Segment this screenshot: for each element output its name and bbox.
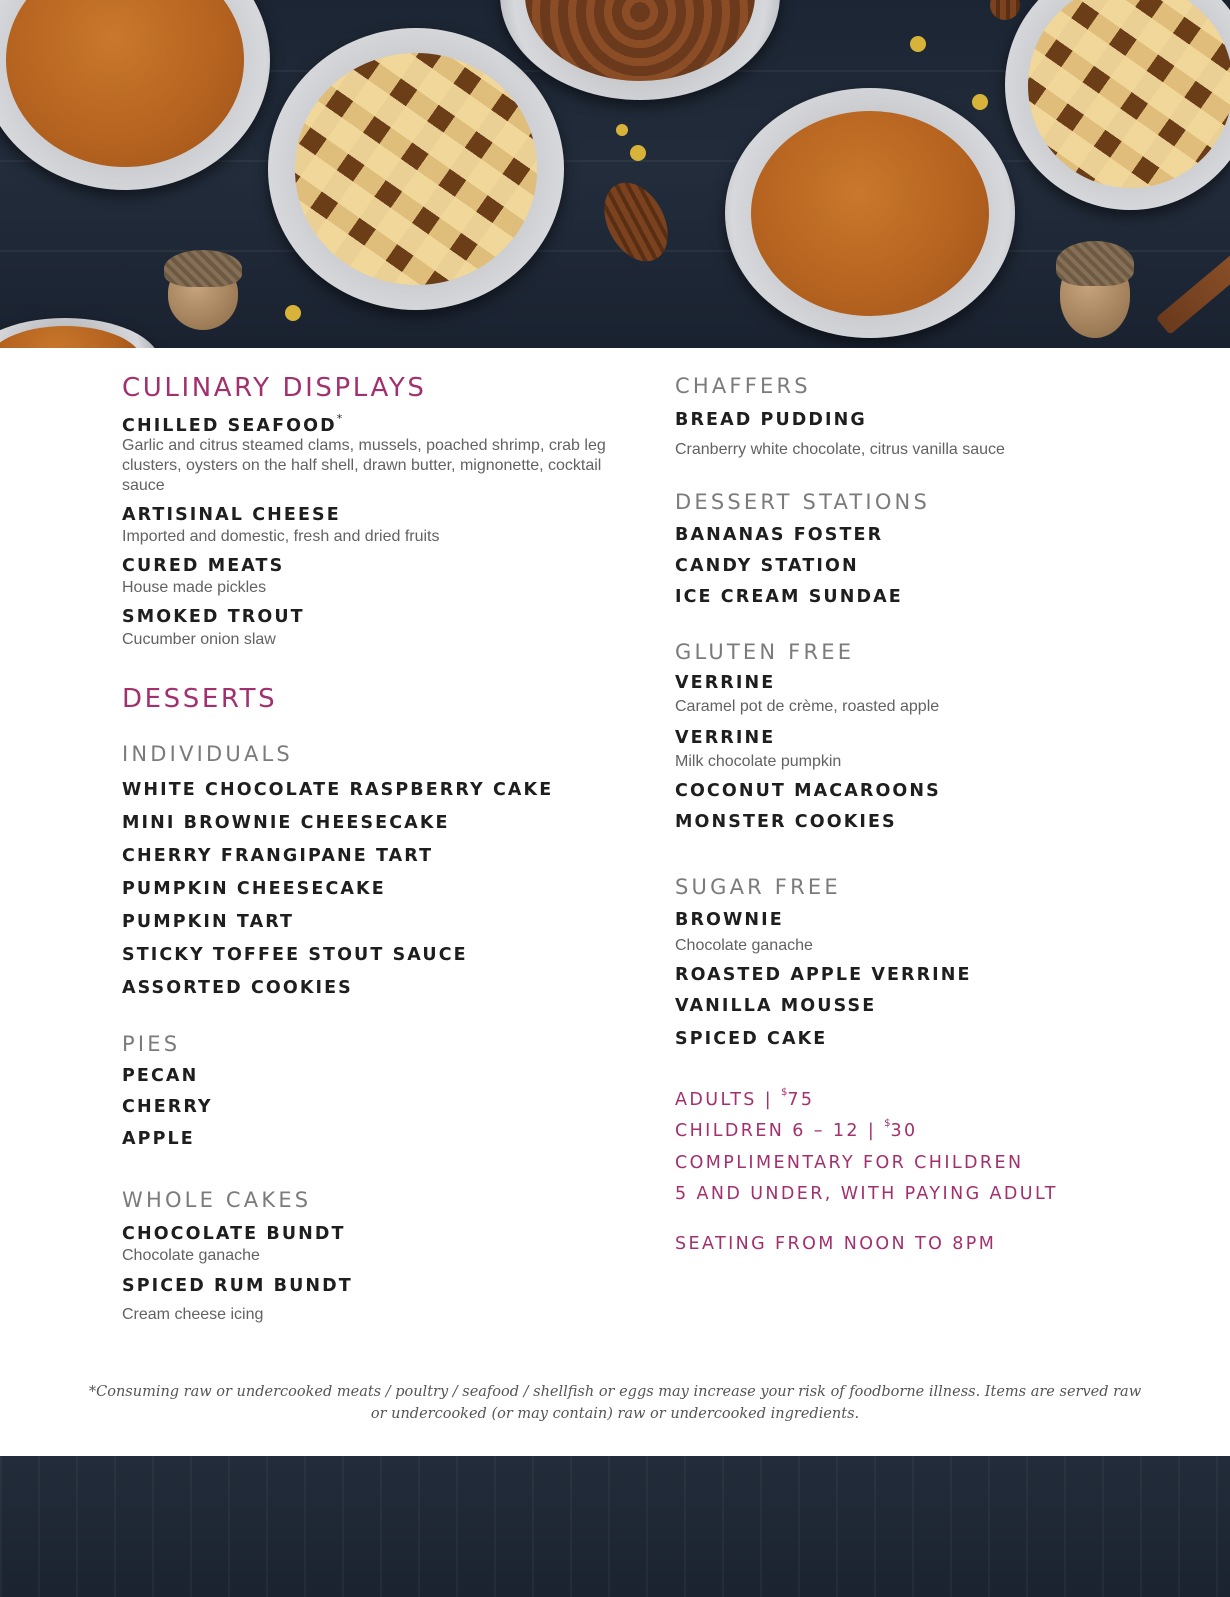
menu-item-description: Caramel pot de crème, roasted apple bbox=[675, 698, 940, 715]
menu-item-verrine: VERRINE bbox=[675, 673, 776, 693]
pies-heading: PIES bbox=[122, 1032, 181, 1056]
menu-item: PUMPKIN CHEESECAKE bbox=[122, 879, 386, 899]
pumpkin-pie-icon bbox=[725, 88, 1015, 338]
menu-item-description: Cream cheese icing bbox=[122, 1306, 264, 1323]
berry-icon bbox=[910, 36, 926, 52]
gluten-free-heading: GLUTEN FREE bbox=[675, 640, 855, 664]
wood-texture-footer bbox=[0, 1456, 1230, 1597]
chaffers-heading: CHAFFERS bbox=[675, 374, 811, 398]
pie-edge-icon bbox=[0, 318, 160, 348]
currency-symbol: $ bbox=[884, 1118, 891, 1130]
menu-item-description: Cranberry white chocolate, citrus vanilla sauce bbox=[675, 441, 1005, 458]
menu-item-artisinal-cheese: ARTISINAL CHEESE bbox=[122, 505, 341, 525]
menu-item-bread-pudding: BREAD PUDDING bbox=[675, 410, 867, 430]
menu-item: MINI BROWNIE CHEESECAKE bbox=[122, 813, 450, 833]
complimentary-line: 5 AND UNDER, WITH PAYING ADULT bbox=[675, 1184, 1058, 1204]
menu-item: CANDY STATION bbox=[675, 556, 859, 576]
menu-item: STICKY TOFFEE STOUT SAUCE bbox=[122, 945, 468, 965]
menu-item-cured-meats: CURED MEATS bbox=[122, 556, 285, 576]
menu-item-chocolate-bundt: CHOCOLATE BUNDT bbox=[122, 1224, 346, 1244]
menu-item-description: Milk chocolate pumpkin bbox=[675, 753, 842, 770]
complimentary-line: COMPLIMENTARY FOR CHILDREN bbox=[675, 1153, 1024, 1173]
menu-item-verrine: VERRINE bbox=[675, 728, 776, 748]
menu-item-chilled-seafood bbox=[122, 414, 342, 436]
currency-symbol: $ bbox=[781, 1087, 788, 1099]
menu-item: SPICED CAKE bbox=[675, 1029, 828, 1049]
menu-item: ASSORTED COOKIES bbox=[122, 978, 353, 998]
menu-item: PUMPKIN TART bbox=[122, 912, 295, 932]
menu-item: MONSTER COOKIES bbox=[675, 812, 897, 832]
menu-item-description: Chocolate ganache bbox=[122, 1247, 260, 1264]
pecan-pie-icon bbox=[500, 0, 780, 100]
desserts-heading: DESSERTS bbox=[122, 684, 278, 714]
menu-item: ROASTED APPLE VERRINE bbox=[675, 965, 972, 985]
acorn-icon bbox=[168, 262, 238, 330]
menu-item-smoked-trout: SMOKED TROUT bbox=[122, 607, 305, 627]
page-edge bbox=[1208, 348, 1230, 1456]
menu-item-description: Chocolate ganache bbox=[675, 937, 813, 954]
menu-item: ICE CREAM SUNDAE bbox=[675, 587, 903, 607]
menu-item-brownie: BROWNIE bbox=[675, 910, 784, 930]
price-value: 30 bbox=[890, 1121, 918, 1141]
individuals-heading: INDIVIDUALS bbox=[122, 742, 293, 766]
menu-item: CHERRY bbox=[122, 1097, 213, 1117]
menu-item-description: Cucumber onion slaw bbox=[122, 631, 276, 648]
menu-item-description: Garlic and citrus steamed clams, mussels, poached shrimp, crab leg clusters, oysters on the half shell, drawn butter, mignonette, cocktail sauce bbox=[122, 437, 606, 494]
cinnamon-stick-icon bbox=[1156, 247, 1230, 335]
menu-item: APPLE bbox=[122, 1129, 195, 1149]
menu-item: PECAN bbox=[122, 1066, 199, 1086]
price-label: ADULTS | bbox=[675, 1090, 782, 1110]
menu-item: COCONUT MACAROONS bbox=[675, 781, 941, 801]
whole-cakes-heading: WHOLE CAKES bbox=[122, 1188, 312, 1212]
price-label: CHILDREN 6 – 12 | bbox=[675, 1121, 885, 1141]
menu-item: BANANAS FOSTER bbox=[675, 525, 884, 545]
menu-item-description: Imported and domestic, fresh and dried fruits bbox=[122, 528, 440, 545]
acorn-icon bbox=[1060, 256, 1130, 338]
lattice-pie-icon bbox=[1005, 0, 1230, 210]
lattice-pie-icon bbox=[268, 28, 564, 310]
pecan-nut-icon bbox=[592, 172, 681, 272]
berry-icon bbox=[630, 145, 646, 161]
menu-item-name: CHILLED SEAFOOD bbox=[122, 415, 337, 436]
sugar-free-heading: SUGAR FREE bbox=[675, 875, 841, 899]
berry-icon bbox=[616, 124, 628, 136]
foodborne-illness-disclaimer: *Consuming raw or undercooked meats / poultry / seafood / shellfish or eggs may increase your risk of foodborne illness. Items are served raw or undercooked (or may contain) raw or undercooked ingredients. bbox=[88, 1384, 1142, 1422]
seating-hours: SEATING FROM NOON TO 8PM bbox=[675, 1234, 997, 1254]
pecan-nut-icon bbox=[990, 0, 1020, 20]
menu-item: VANILLA MOUSSE bbox=[675, 996, 877, 1016]
menu-item: CHERRY FRANGIPANE TART bbox=[122, 846, 434, 866]
menu-item-description: House made pickles bbox=[122, 579, 267, 596]
children-price bbox=[675, 1118, 918, 1141]
hero-photo-pies bbox=[0, 0, 1230, 348]
culinary-displays-heading: CULINARY DISPLAYS bbox=[122, 373, 427, 403]
dessert-stations-heading: DESSERT STATIONS bbox=[675, 490, 930, 514]
adults-price bbox=[675, 1087, 815, 1110]
menu-item-spiced-rum-bundt: SPICED RUM BUNDT bbox=[122, 1276, 353, 1296]
asterisk-mark: * bbox=[336, 412, 343, 425]
menu-item: WHITE CHOCOLATE RASPBERRY CAKE bbox=[122, 780, 554, 800]
berry-icon bbox=[972, 94, 988, 110]
price-value: 75 bbox=[787, 1090, 815, 1110]
berry-icon bbox=[285, 305, 301, 321]
